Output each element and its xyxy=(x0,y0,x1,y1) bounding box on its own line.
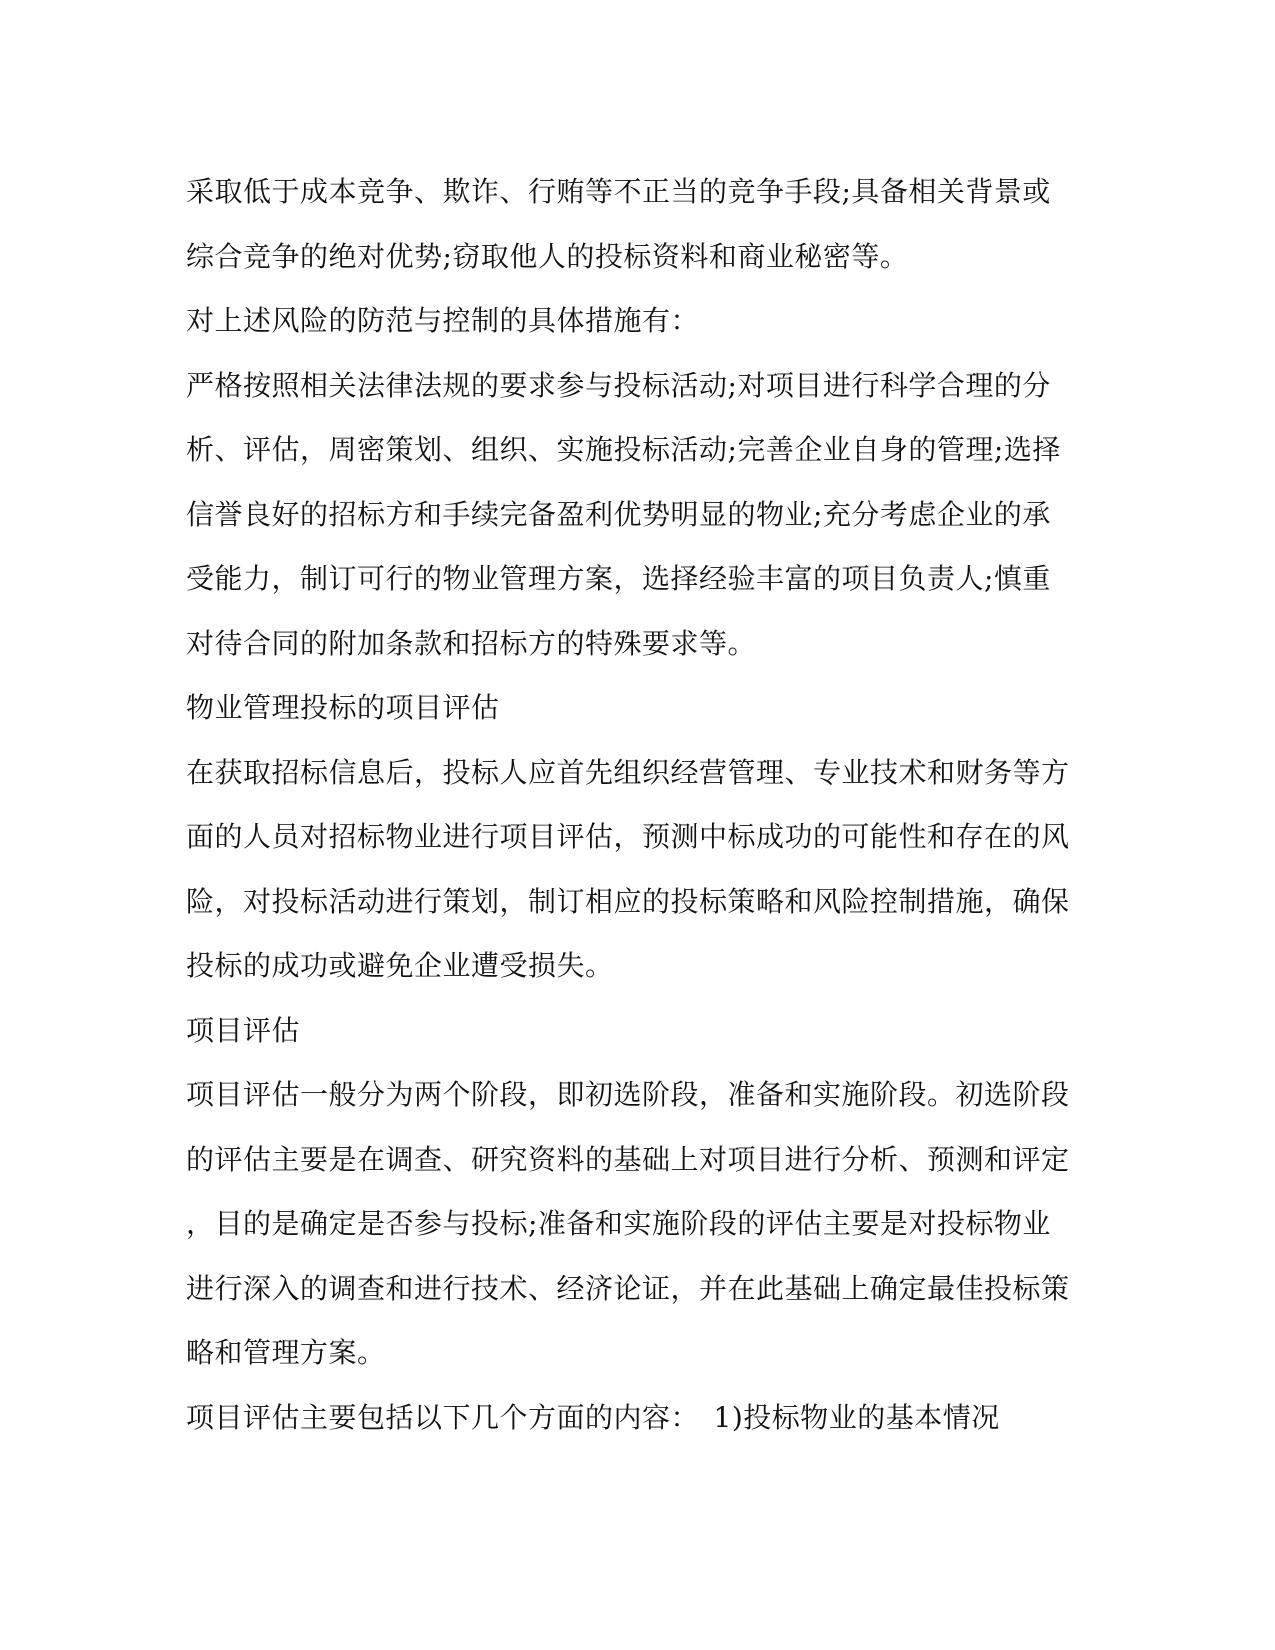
paragraph-evaluation-contents xyxy=(186,1386,1096,1451)
text-line: 项目评估主要包括以下几个方面的内容： 1)投标物业的基本情况 xyxy=(186,1400,1000,1434)
paragraph-unfair-competition xyxy=(186,160,1096,289)
section-heading: 项目评估 xyxy=(186,1013,301,1047)
text-line: 投标的成功或避免企业遭受损失。 xyxy=(186,949,614,982)
paragraph-control-measures xyxy=(186,354,1096,677)
text-line: 项目评估一般分为两个阶段，即初选阶段，准备和实施阶段。初选阶段 xyxy=(186,1078,1070,1111)
text-line: 受能力，制订可行的物业管理方案，选择经验丰富的项目负责人;慎重 xyxy=(186,562,1051,595)
section-heading: 物业管理投标的项目评估 xyxy=(186,691,500,724)
text-line: 的评估主要是在调查、研究资料的基础上对项目进行分析、预测和评定 xyxy=(186,1142,1070,1176)
text-line: 进行深入的调查和进行技术、经济论证，并在此基础上确定最佳投标策 xyxy=(186,1271,1070,1305)
text-line: 信誉良好的招标方和手续完备盈利优势明显的物业;充分考虑企业的承 xyxy=(186,497,1051,531)
text-line: 在获取招标信息后，投标人应首先组织经营管理、专业技术和财务等方 xyxy=(186,755,1070,789)
text-line: 险，对投标活动进行策划，制订相应的投标策略和风险控制措施，确保 xyxy=(186,884,1070,918)
document-body xyxy=(186,160,1096,1450)
text-line: 对待合同的附加条款和招标方的特殊要求等。 xyxy=(186,626,757,660)
text-line: ，目的是确定是否参与投标;准备和实施阶段的评估主要是对投标物业 xyxy=(186,1207,1051,1240)
text-line: 略和管理方案。 xyxy=(186,1336,386,1369)
paragraph-control-measures-intro xyxy=(186,289,1096,354)
text-line: 面的人员对招标物业进行项目评估，预测中标成功的可能性和存在的风 xyxy=(186,820,1070,853)
text-line: 析、评估，周密策划、组织、实施投标活动;完善企业自身的管理;选择 xyxy=(186,433,1061,466)
text-line: 对上述风险的防范与控制的具体措施有： xyxy=(186,304,700,337)
paragraph-evaluation-purpose xyxy=(186,741,1096,999)
heading-project-evaluation-of-bidding xyxy=(186,676,1096,741)
text-line: 严格按照相关法律法规的要求参与投标活动;对项目进行科学合理的分 xyxy=(186,368,1051,402)
text-line: 采取低于成本竞争、欺诈、行贿等不正当的竞争手段;具备相关背景或 xyxy=(186,175,1051,208)
text-line: 综合竞争的绝对优势;窃取他人的投标资料和商业秘密等。 xyxy=(186,239,909,273)
heading-project-evaluation xyxy=(186,999,1096,1064)
paragraph-evaluation-stages xyxy=(186,1063,1096,1386)
